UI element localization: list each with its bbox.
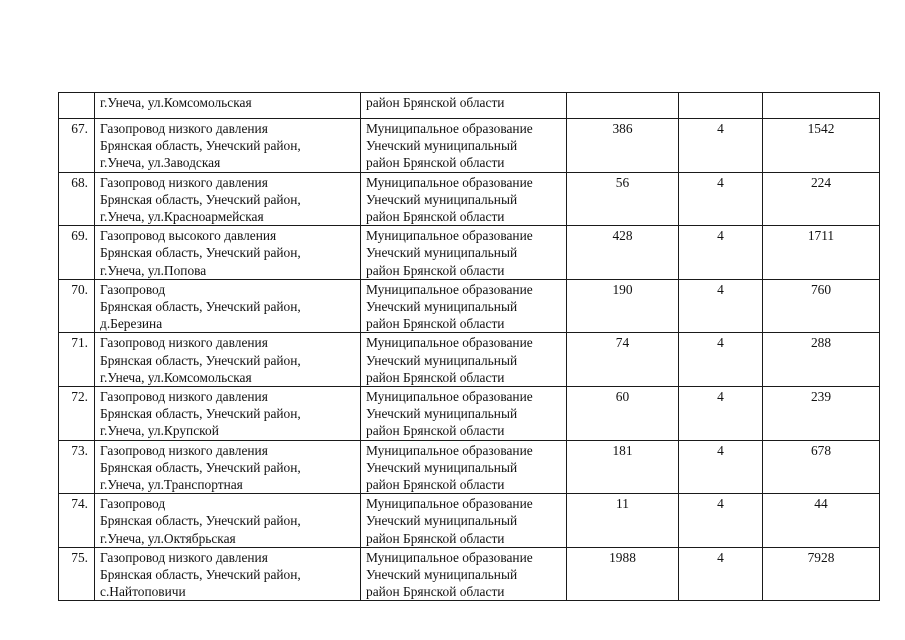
object-line: г.Унеча, ул.Заводская (100, 155, 221, 171)
table-body (59, 93, 880, 601)
owner-description (361, 172, 567, 226)
object-line: д.Березина (100, 316, 163, 332)
owner-description (361, 226, 567, 280)
value-cell: 239 (763, 387, 880, 441)
object-line: г.Унеча, ул.Комсомольская (100, 369, 252, 385)
object-line: г.Унеча, ул.Красноармейская (100, 209, 264, 225)
row-number: 68. (59, 172, 95, 226)
object-description (95, 119, 361, 173)
object-line: Газопровод (100, 281, 166, 297)
object-line: Брянская область, Унечский район, (100, 352, 301, 368)
owner-line: Муниципальное образование (366, 281, 533, 297)
owner-line: Унечский муниципальный (366, 459, 518, 475)
owner-line: район Брянской области (366, 209, 505, 225)
row-number: 73. (59, 440, 95, 494)
diameter-cell: 4 (679, 119, 763, 173)
row-number: 72. (59, 387, 95, 441)
owner-line: Муниципальное образование (366, 121, 533, 136)
owner-line: Муниципальное образование (366, 442, 533, 458)
length-cell: 1988 (567, 547, 679, 601)
object-line: Брянская область, Унечский район, (100, 245, 301, 261)
owner-line: Унечский муниципальный (366, 245, 518, 261)
owner-line: Муниципальное образование (366, 174, 533, 190)
object-line: Газопровод (100, 496, 166, 512)
object-line: Газопровод высокого давления (100, 228, 277, 244)
diameter-cell (679, 93, 763, 119)
owner-line: район Брянской области (366, 584, 505, 600)
value-cell: 224 (763, 172, 880, 226)
row-number: 67. (59, 119, 95, 173)
owner-description (361, 119, 567, 173)
length-cell: 428 (567, 226, 679, 280)
row-number: 71. (59, 333, 95, 387)
owner-description (361, 279, 567, 333)
table-row (59, 333, 880, 387)
row-number: 75. (59, 547, 95, 601)
value-cell: 44 (763, 494, 880, 548)
object-line: Газопровод низкого давления (100, 121, 268, 136)
object-description (95, 494, 361, 548)
owner-description (361, 333, 567, 387)
length-cell: 74 (567, 333, 679, 387)
table-row (59, 440, 880, 494)
table-row (59, 547, 880, 601)
table-row (59, 494, 880, 548)
owner-description (361, 547, 567, 601)
value-cell: 1711 (763, 226, 880, 280)
table-row-continuation (59, 93, 880, 119)
owner-line: Унечский муниципальный (366, 138, 518, 154)
owner-line: район Брянской области (366, 369, 505, 385)
object-line: г.Унеча, ул.Октябрьская (100, 530, 236, 546)
diameter-cell: 4 (679, 440, 763, 494)
object-line: Брянская область, Унечский район, (100, 191, 301, 207)
object-line: г.Унеча, ул.Попова (100, 262, 207, 278)
object-description (95, 547, 361, 601)
value-cell: 678 (763, 440, 880, 494)
owner-line: Муниципальное образование (366, 389, 533, 405)
object-line: Брянская область, Унечский район, (100, 567, 301, 583)
value-cell: 7928 (763, 547, 880, 601)
diameter-cell: 4 (679, 547, 763, 601)
owner-line: Унечский муниципальный (366, 299, 518, 315)
owner-description (361, 387, 567, 441)
object-description (95, 93, 361, 119)
object-description (95, 226, 361, 280)
object-line: Брянская область, Унечский район, (100, 299, 301, 315)
object-description (95, 440, 361, 494)
length-cell (567, 93, 679, 119)
value-cell: 288 (763, 333, 880, 387)
diameter-cell: 4 (679, 494, 763, 548)
owner-line: Муниципальное образование (366, 549, 533, 565)
object-line: Газопровод низкого давления (100, 442, 268, 458)
object-line: г.Унеча, ул.Комсомольская (100, 95, 252, 110)
owner-line: Муниципальное образование (366, 228, 533, 244)
property-table (58, 92, 880, 601)
row-number: 69. (59, 226, 95, 280)
value-cell (763, 93, 880, 119)
diameter-cell: 4 (679, 172, 763, 226)
object-line: Газопровод низкого давления (100, 549, 268, 565)
length-cell: 190 (567, 279, 679, 333)
diameter-cell: 4 (679, 387, 763, 441)
row-number (59, 93, 95, 119)
object-line: Газопровод низкого давления (100, 335, 268, 351)
owner-line: район Брянской области (366, 95, 505, 110)
object-line: Брянская область, Унечский район, (100, 138, 301, 154)
owner-line: Унечский муниципальный (366, 406, 518, 422)
owner-line: район Брянской области (366, 316, 505, 332)
owner-description (361, 440, 567, 494)
owner-line: район Брянской области (366, 155, 505, 171)
row-number: 74. (59, 494, 95, 548)
table-row (59, 387, 880, 441)
owner-line: район Брянской области (366, 477, 505, 493)
object-line: Брянская область, Унечский район, (100, 459, 301, 475)
diameter-cell: 4 (679, 333, 763, 387)
object-line: Газопровод низкого давления (100, 174, 268, 190)
object-line: Брянская область, Унечский район, (100, 406, 301, 422)
object-description (95, 172, 361, 226)
row-number: 70. (59, 279, 95, 333)
diameter-cell: 4 (679, 279, 763, 333)
owner-line: район Брянской области (366, 530, 505, 546)
length-cell: 181 (567, 440, 679, 494)
owner-line: район Брянской области (366, 423, 505, 439)
owner-line: Муниципальное образование (366, 496, 533, 512)
table-row (59, 119, 880, 173)
length-cell: 386 (567, 119, 679, 173)
table-row (59, 172, 880, 226)
object-description (95, 333, 361, 387)
owner-line: Унечский муниципальный (366, 567, 518, 583)
object-line: Газопровод низкого давления (100, 389, 268, 405)
diameter-cell: 4 (679, 226, 763, 280)
object-description (95, 387, 361, 441)
object-line: Брянская область, Унечский район, (100, 513, 301, 529)
object-line: г.Унеча, ул.Транспортная (100, 477, 243, 493)
length-cell: 60 (567, 387, 679, 441)
object-description (95, 279, 361, 333)
table-row (59, 279, 880, 333)
object-line: г.Унеча, ул.Крупской (100, 423, 219, 439)
object-line: с.Найтоповичи (100, 584, 186, 600)
value-cell: 760 (763, 279, 880, 333)
length-cell: 11 (567, 494, 679, 548)
owner-line: район Брянской области (366, 262, 505, 278)
value-cell: 1542 (763, 119, 880, 173)
owner-line: Унечский муниципальный (366, 191, 518, 207)
length-cell: 56 (567, 172, 679, 226)
owner-description (361, 494, 567, 548)
owner-line: Муниципальное образование (366, 335, 533, 351)
owner-line: Унечский муниципальный (366, 352, 518, 368)
owner-description (361, 93, 567, 119)
owner-line: Унечский муниципальный (366, 513, 518, 529)
table-row (59, 226, 880, 280)
